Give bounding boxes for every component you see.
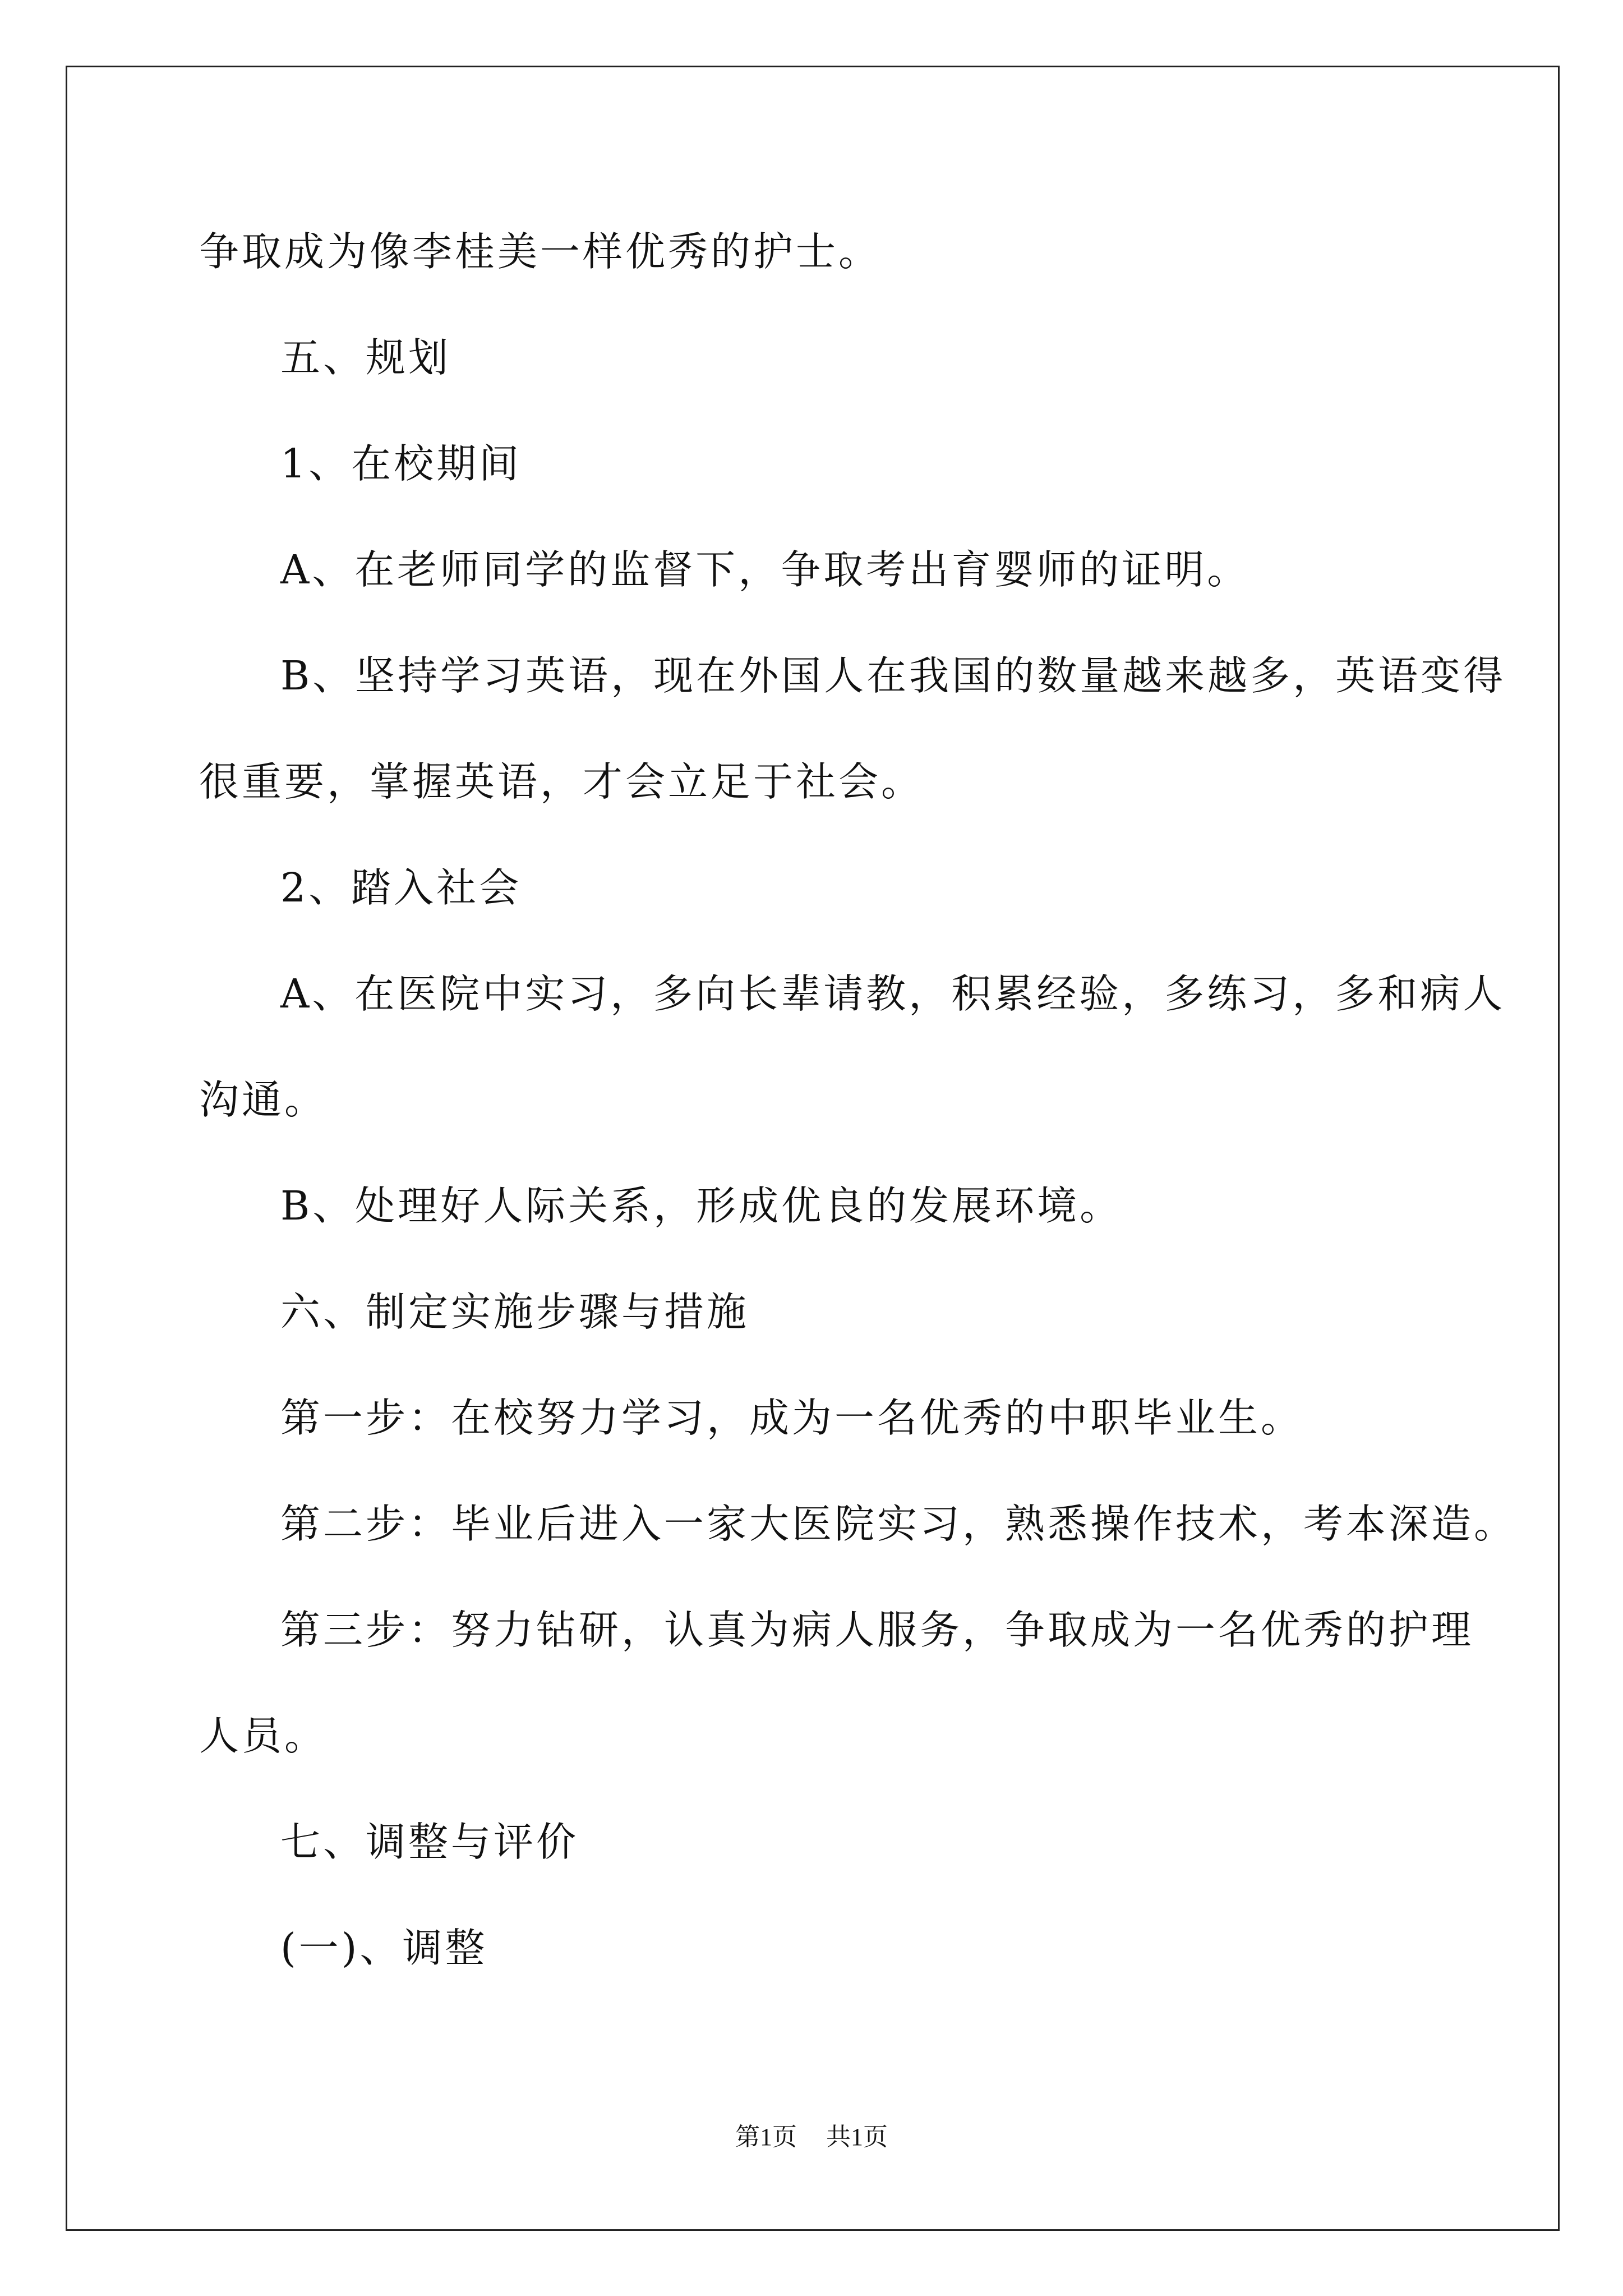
paragraph-line: B、处理好人际关系，形成优良的发展环境。: [280, 1182, 1123, 1229]
page-total: 共1页: [826, 2123, 888, 2151]
page-border: [66, 66, 1560, 2231]
section-heading: 五、规划: [280, 334, 451, 381]
subsection-heading: 1、在校期间: [280, 440, 522, 487]
section-heading: 六、制定实施步骤与措施: [280, 1289, 750, 1335]
section-heading: 七、调整与评价: [280, 1819, 579, 1865]
subsection-heading: (一)、调整: [280, 1925, 488, 1971]
paragraph-line: 第二步：毕业后进入一家大医院实习，熟悉操作技术，考本深造。: [280, 1501, 1517, 1547]
paragraph-line: 第一步：在校努力学习，成为一名优秀的中职毕业生。: [280, 1395, 1304, 1441]
page-footer: [0, 2125, 1623, 2150]
paragraph-line: A、在医院中实习，多向长辈请教，积累经验，多练习，多和病人: [280, 970, 1506, 1017]
paragraph-line: 沟通。: [199, 1076, 328, 1123]
paragraph-line: A、在老师同学的监督下，争取考出育婴师的证明。: [280, 546, 1250, 593]
subsection-heading: 2、踏入社会: [280, 864, 522, 911]
paragraph-line: B、坚持学习英语，现在外国人在我国的数量越来越多，英语变得: [280, 652, 1506, 699]
page-number: 第1页: [735, 2123, 797, 2151]
paragraph-line: 第三步：努力钻研，认真为病人服务，争取成为一名优秀的护理: [280, 1607, 1474, 1653]
paragraph-line: 很重要，掌握英语，才会立足于社会。: [199, 758, 924, 805]
paragraph-line: 人员。: [199, 1713, 328, 1759]
paragraph-line: 争取成为像李桂美一样优秀的护士。: [199, 228, 882, 275]
